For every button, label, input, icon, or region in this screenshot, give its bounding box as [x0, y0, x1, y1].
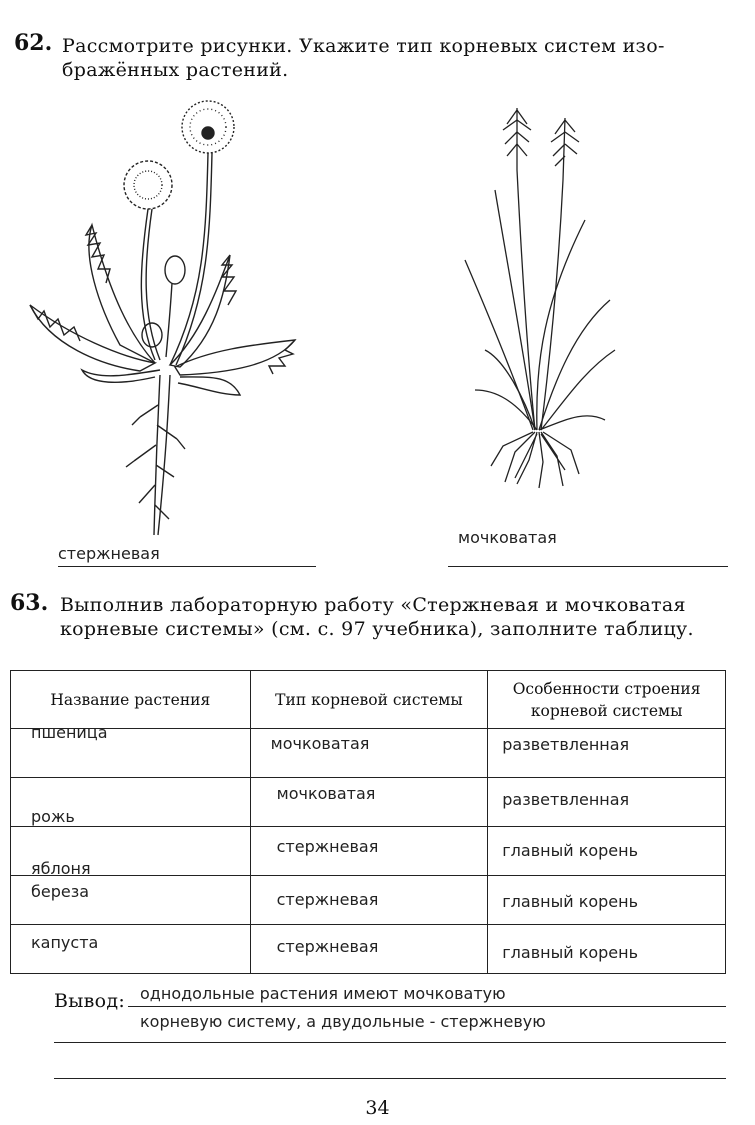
cell-feature [488, 778, 726, 827]
conclusion-label: Вывод: [54, 990, 126, 1012]
cell-type [250, 827, 488, 876]
root-type: стержневая [276, 890, 379, 909]
task-62-number: 62. [14, 30, 53, 56]
plant-name: пшеница [31, 723, 108, 742]
task-63-text-line2: корневые системы» (см. с. 97 учебника), заполните таблицу. [60, 618, 694, 640]
cell-type [250, 876, 488, 925]
cell-plant [11, 876, 251, 925]
conclusion-rule-1 [128, 1006, 726, 1007]
task-62-text-line1: Рассмотрите рисунки. Укажите тип корневых систем изо- [62, 35, 665, 57]
answer-line-left [58, 566, 316, 567]
root-type: мочковатая [270, 734, 370, 753]
page-number: 34 [365, 1097, 390, 1119]
cell-type [250, 729, 488, 778]
root-feature: разветвленная [502, 790, 630, 809]
cell-plant [11, 925, 251, 974]
header-root-features: Особенности строения корневой системы [488, 671, 726, 729]
task-63-text-line1: Выполнив лабораторную работу «Стержневая и мочковатая [60, 594, 686, 616]
cell-plant [11, 827, 251, 876]
conclusion-line2: корневую систему, а двудольные - стержневую [140, 1012, 546, 1031]
cell-type [250, 778, 488, 827]
conclusion-rule-2 [54, 1042, 726, 1043]
answer-line-right [448, 566, 728, 567]
table-row [11, 778, 726, 827]
table-row [11, 827, 726, 876]
header-root-type: Тип корневой системы [250, 671, 488, 729]
root-feature: главный корень [502, 841, 639, 860]
table-row [11, 925, 726, 974]
plant-name: яблоня [31, 859, 91, 878]
root-type: стержневая [276, 937, 379, 956]
root-feature: главный корень [502, 892, 639, 911]
cell-type [250, 925, 488, 974]
conclusion-rule-3 [54, 1078, 726, 1079]
table-row [11, 876, 726, 925]
root-systems-table [10, 670, 726, 974]
table-header-row [11, 671, 726, 729]
cell-feature [488, 729, 726, 778]
cell-feature [488, 876, 726, 925]
cell-plant [11, 778, 251, 827]
root-type: стержневая [276, 837, 379, 856]
plant-name: рожь [31, 807, 75, 826]
task-62-text-line2: бражённых растений. [62, 59, 289, 81]
conclusion-line1: однодольные растения имеют мочковатую [140, 984, 506, 1003]
root-feature: разветвленная [502, 735, 630, 754]
answer-grass: мочковатая [458, 528, 557, 547]
task-63-number: 63. [10, 590, 49, 616]
cell-plant [11, 723, 251, 778]
cell-feature [488, 925, 726, 974]
plant-name: капуста [31, 933, 99, 952]
plant-name: береза [31, 882, 90, 901]
root-type: мочковатая [276, 784, 376, 803]
answer-dandelion: стержневая [58, 544, 160, 563]
root-feature: главный корень [502, 943, 639, 962]
header-plant-name: Название растения [11, 671, 251, 729]
grass-illustration [455, 100, 630, 490]
cell-feature [488, 827, 726, 876]
table-row [11, 729, 726, 778]
dandelion-illustration [20, 95, 310, 540]
